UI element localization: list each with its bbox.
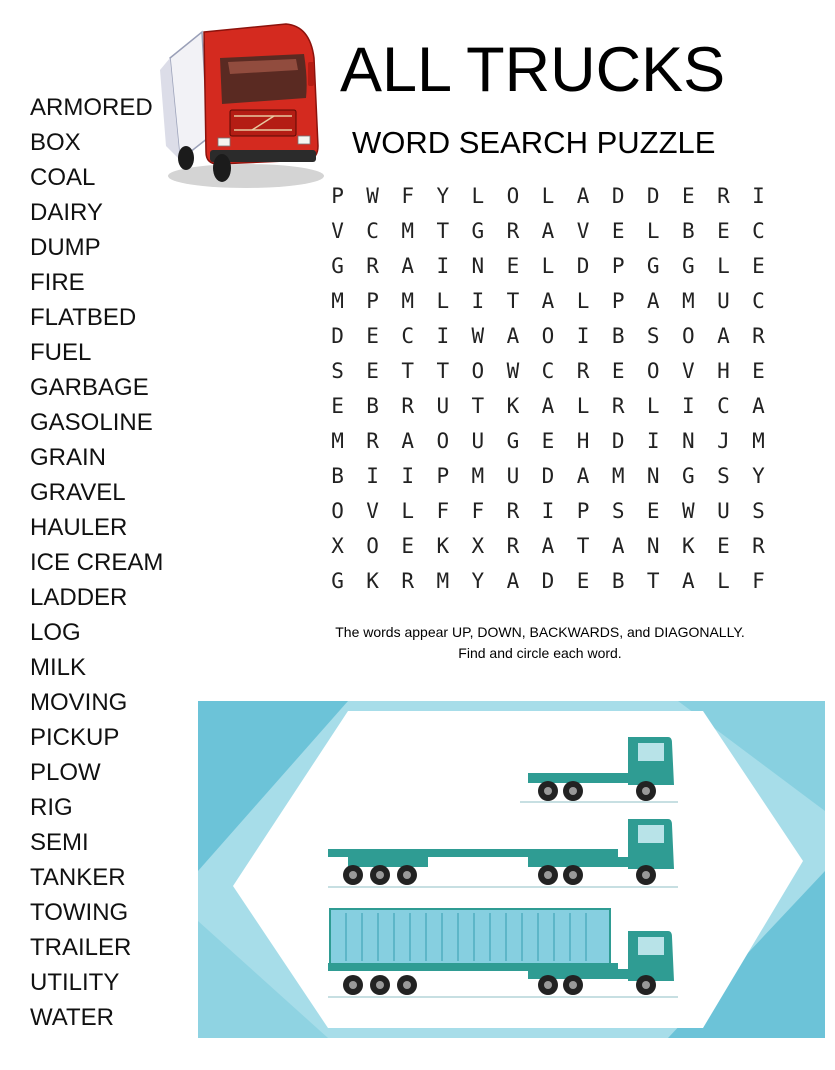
grid-letter[interactable]: O	[646, 359, 660, 383]
grid-row	[320, 564, 776, 599]
grid-letter[interactable]: G	[331, 254, 344, 278]
word-list-item: FUEL	[30, 339, 92, 366]
word-list-item: SEMI	[30, 829, 89, 856]
grid-letter[interactable]: L	[471, 184, 485, 208]
instructions-line-1: The words appear UP, DOWN, BACKWARDS, and DIAGONALLY.	[335, 624, 745, 640]
grid-letter[interactable]: P	[576, 499, 590, 523]
page-title: ALL TRUCKS	[340, 35, 726, 105]
letter-grid	[320, 179, 776, 599]
grid-letter[interactable]: F	[471, 499, 485, 523]
grid-letter[interactable]: O	[541, 324, 555, 348]
grid-letter[interactable]: A	[401, 429, 415, 453]
grid-letter[interactable]: K	[366, 569, 379, 593]
grid-letter[interactable]: P	[436, 464, 450, 488]
grid-letter[interactable]: I	[401, 464, 415, 488]
word-list-item: TRAILER	[30, 934, 132, 961]
grid-letter[interactable]: B	[366, 394, 379, 418]
grid-letter[interactable]: A	[506, 324, 520, 348]
grid-letter[interactable]: B	[331, 464, 344, 488]
word-list-item: TANKER	[30, 864, 126, 891]
grid-letter[interactable]: A	[576, 184, 590, 208]
grid-letter[interactable]: L	[717, 254, 730, 278]
grid-letter[interactable]: T	[576, 534, 590, 558]
word-list-item: TOWING	[30, 899, 129, 926]
grid-row	[320, 389, 776, 424]
grid-letter[interactable]: O	[436, 429, 450, 453]
grid-row	[320, 459, 776, 494]
grid-letter[interactable]: A	[681, 569, 695, 593]
grid-letter[interactable]: O	[506, 184, 520, 208]
grid-letter[interactable]: E	[752, 359, 765, 383]
grid-letter[interactable]: W	[471, 324, 485, 348]
grid-letter[interactable]: N	[681, 429, 695, 453]
grid-letter[interactable]: I	[436, 324, 450, 348]
grid-letter[interactable]: M	[331, 429, 344, 453]
grid-letter[interactable]: G	[681, 254, 695, 278]
grid-letter[interactable]: D	[576, 254, 590, 278]
grid-letter[interactable]: C	[717, 394, 730, 418]
word-list-item: GARBAGE	[30, 374, 149, 401]
grid-letter[interactable]: E	[611, 359, 625, 383]
word-list-item: FLATBED	[30, 304, 137, 331]
grid-letter[interactable]: R	[752, 324, 765, 348]
grid-letter[interactable]: A	[541, 219, 555, 243]
grid-letter[interactable]: L	[401, 499, 415, 523]
grid-letter[interactable]: D	[611, 184, 625, 208]
grid-letter[interactable]: B	[611, 569, 625, 593]
grid-letter[interactable]: H	[717, 359, 730, 383]
grid-letter[interactable]: R	[366, 429, 379, 453]
grid-letter[interactable]: P	[366, 289, 379, 313]
grid-row	[320, 529, 776, 564]
grid-letter[interactable]: J	[717, 429, 730, 453]
grid-letter[interactable]: L	[576, 394, 590, 418]
instructions-line-2: Find and circle each word.	[458, 645, 622, 661]
side-mirror	[308, 62, 314, 86]
grid-letter[interactable]: L	[541, 184, 555, 208]
grid-letter[interactable]: T	[436, 219, 450, 243]
grid-row	[320, 354, 776, 389]
grid-letter[interactable]: T	[646, 569, 660, 593]
grid-letter[interactable]: R	[506, 219, 520, 243]
grid-letter[interactable]: C	[752, 289, 765, 313]
grid-letter[interactable]: R	[506, 534, 520, 558]
grid-row	[320, 424, 776, 459]
grid-row	[320, 214, 776, 249]
word-list-item: DUMP	[30, 234, 101, 261]
grid-letter[interactable]: A	[576, 464, 590, 488]
truck-wheel-front	[213, 154, 231, 182]
grid-letter[interactable]: P	[611, 289, 625, 313]
grid-letter[interactable]: G	[331, 569, 344, 593]
grid-letter[interactable]: R	[576, 359, 590, 383]
grid-letter[interactable]: M	[752, 429, 765, 453]
word-list-item: RIG	[30, 794, 73, 821]
grid-letter[interactable]: B	[681, 219, 695, 243]
grid-letter[interactable]: E	[506, 254, 520, 278]
grid-letter[interactable]: R	[752, 534, 765, 558]
grid-letter[interactable]: C	[541, 359, 555, 383]
instructions	[300, 622, 780, 664]
truck-wheel-rear	[178, 146, 194, 170]
grid-letter[interactable]: G	[646, 254, 660, 278]
grid-letter[interactable]: O	[366, 534, 379, 558]
grid-letter[interactable]: X	[331, 534, 344, 558]
grid-letter[interactable]: Y	[436, 184, 450, 208]
grid-letter[interactable]: I	[752, 184, 765, 208]
grid-letter[interactable]: V	[576, 219, 590, 243]
grid-letter[interactable]: L	[576, 289, 590, 313]
trucks-illustration	[198, 701, 825, 1038]
grid-row	[320, 249, 776, 284]
grid-letter[interactable]: L	[646, 219, 660, 243]
grid-letter[interactable]: I	[366, 464, 379, 488]
grid-letter[interactable]: N	[471, 254, 485, 278]
grid-letter[interactable]: D	[646, 184, 660, 208]
grid-letter[interactable]: Y	[471, 569, 485, 593]
word-list-item: DAIRY	[30, 199, 103, 226]
grid-letter[interactable]: D	[611, 429, 625, 453]
grid-letter[interactable]: I	[576, 324, 590, 348]
word-list-item: LADDER	[30, 584, 128, 611]
word-list-item: GRAIN	[30, 444, 107, 471]
grid-letter[interactable]: E	[576, 569, 590, 593]
grid-letter[interactable]: T	[506, 289, 520, 313]
word-list	[30, 90, 200, 1035]
grid-letter[interactable]: K	[436, 534, 450, 558]
grid-letter[interactable]: A	[646, 289, 660, 313]
grid-letter[interactable]: M	[681, 289, 695, 313]
grid-letter[interactable]: E	[717, 534, 730, 558]
grid-letter[interactable]: A	[611, 534, 625, 558]
word-list-item: HAULER	[30, 514, 128, 541]
grid-letter[interactable]: F	[752, 569, 765, 593]
grid-row	[320, 494, 776, 529]
grid-letter[interactable]: T	[401, 359, 415, 383]
grid-letter[interactable]: I	[646, 429, 660, 453]
grid-letter[interactable]: G	[471, 219, 485, 243]
word-list-item: LOG	[30, 619, 81, 646]
word-list-item: MILK	[30, 654, 87, 681]
grid-letter[interactable]: E	[611, 219, 625, 243]
page-subtitle: WORD SEARCH PUZZLE	[352, 125, 716, 160]
grid-letter[interactable]: R	[611, 394, 625, 418]
grid-letter[interactable]: S	[646, 324, 660, 348]
word-list-item: GASOLINE	[30, 409, 153, 436]
grid-letter[interactable]: S	[611, 499, 625, 523]
word-list-item: PICKUP	[30, 724, 120, 751]
grid-letter[interactable]: C	[752, 219, 765, 243]
grid-letter[interactable]: K	[506, 394, 520, 418]
grid-letter[interactable]: V	[331, 219, 344, 243]
grid-letter[interactable]: A	[541, 534, 555, 558]
grid-letter[interactable]: U	[506, 464, 520, 488]
grid-letter[interactable]: F	[401, 184, 415, 208]
grid-letter[interactable]: A	[717, 324, 730, 348]
grid-letter[interactable]: P	[611, 254, 625, 278]
grid-letter[interactable]: I	[541, 499, 555, 523]
headlight-right	[298, 136, 310, 144]
grid-row	[320, 179, 776, 214]
grid-letter[interactable]: B	[611, 324, 625, 348]
grid-letter[interactable]: W	[506, 359, 520, 383]
grid-letter[interactable]: H	[576, 429, 590, 453]
grid-letter[interactable]: K	[681, 534, 695, 558]
grid-letter[interactable]: O	[331, 499, 344, 523]
grid-letter[interactable]: U	[717, 289, 730, 313]
grid-letter[interactable]: M	[436, 569, 450, 593]
grid-letter[interactable]: P	[331, 184, 344, 208]
grid-letter[interactable]: O	[471, 359, 485, 383]
grid-letter[interactable]: L	[717, 569, 730, 593]
grid-letter[interactable]: R	[401, 569, 415, 593]
grid-letter[interactable]: V	[366, 499, 379, 523]
grid-letter[interactable]: A	[541, 394, 555, 418]
grid-letter[interactable]: M	[611, 464, 625, 488]
word-list-item: WATER	[30, 1004, 114, 1031]
panel-center-hexagon	[233, 711, 803, 1028]
grid-letter[interactable]: D	[541, 464, 555, 488]
grid-letter[interactable]: E	[752, 254, 765, 278]
grid-letter[interactable]: M	[401, 219, 415, 243]
grid-letter[interactable]: D	[331, 324, 344, 348]
word-list-item: COAL	[30, 164, 96, 191]
word-list-item: MOVING	[30, 689, 128, 716]
grid-letter[interactable]: T	[471, 394, 485, 418]
grid-letter[interactable]: E	[366, 359, 379, 383]
grid-letter[interactable]: F	[436, 499, 450, 523]
grid-letter[interactable]: S	[752, 499, 765, 523]
grid-letter[interactable]: R	[717, 184, 730, 208]
grid-letter[interactable]: X	[471, 534, 485, 558]
grid-letter[interactable]: E	[541, 429, 555, 453]
headlight-left	[218, 138, 230, 146]
grid-letter[interactable]: E	[646, 499, 660, 523]
grid-letter[interactable]: L	[436, 289, 450, 313]
word-list-item: FIRE	[30, 269, 85, 296]
grid-letter[interactable]: M	[471, 464, 485, 488]
grid-letter[interactable]: W	[366, 184, 379, 208]
word-list-item: PLOW	[30, 759, 101, 786]
grid-letter[interactable]: M	[401, 289, 415, 313]
grid-letter[interactable]: E	[681, 184, 695, 208]
grid-letter[interactable]: A	[752, 394, 765, 418]
grid-letter[interactable]: U	[436, 394, 450, 418]
word-list-item: BOX	[30, 129, 81, 156]
grid-letter[interactable]: S	[717, 464, 730, 488]
grid-letter[interactable]: R	[401, 394, 415, 418]
grid-letter[interactable]: V	[681, 359, 695, 383]
grid-letter[interactable]: R	[366, 254, 379, 278]
grid-letter[interactable]: I	[471, 289, 485, 313]
word-list-item: ARMORED	[30, 94, 153, 121]
grid-letter[interactable]: O	[681, 324, 695, 348]
grid-letter[interactable]: U	[717, 499, 730, 523]
grid-letter[interactable]: G	[681, 464, 695, 488]
grid-letter[interactable]: Y	[752, 464, 765, 488]
grid-letter[interactable]: A	[541, 289, 555, 313]
grid-letter[interactable]: I	[436, 254, 450, 278]
word-list-item: UTILITY	[30, 969, 120, 996]
grid-letter[interactable]: C	[401, 324, 415, 348]
grid-row	[320, 319, 776, 354]
grid-letter[interactable]: N	[646, 464, 660, 488]
grid-letter[interactable]: M	[331, 289, 344, 313]
grid-row	[320, 284, 776, 319]
word-list-item: GRAVEL	[30, 479, 126, 506]
grid-letter[interactable]: A	[506, 569, 520, 593]
word-list-item: ICE CREAM	[30, 549, 164, 576]
grid-letter[interactable]: S	[331, 359, 344, 383]
grid-letter[interactable]: U	[471, 429, 485, 453]
red-truck-icon	[158, 18, 324, 194]
grid-letter[interactable]: R	[506, 499, 520, 523]
truck-shadow	[168, 164, 324, 188]
grid-letter[interactable]: A	[401, 254, 415, 278]
grid-letter[interactable]: E	[366, 324, 379, 348]
grid-letter[interactable]: N	[646, 534, 660, 558]
grid-letter[interactable]: G	[506, 429, 520, 453]
grid-letter[interactable]: C	[366, 219, 379, 243]
grid-letter[interactable]: D	[541, 569, 555, 593]
grid-letter[interactable]: L	[646, 394, 660, 418]
grid-letter[interactable]: W	[681, 499, 695, 523]
grid-letter[interactable]: E	[401, 534, 415, 558]
grid-letter[interactable]: E	[331, 394, 344, 418]
grid-letter[interactable]: E	[717, 219, 730, 243]
grid-letter[interactable]: T	[436, 359, 450, 383]
grid-letter[interactable]: L	[541, 254, 555, 278]
grid-letter[interactable]: I	[681, 394, 695, 418]
